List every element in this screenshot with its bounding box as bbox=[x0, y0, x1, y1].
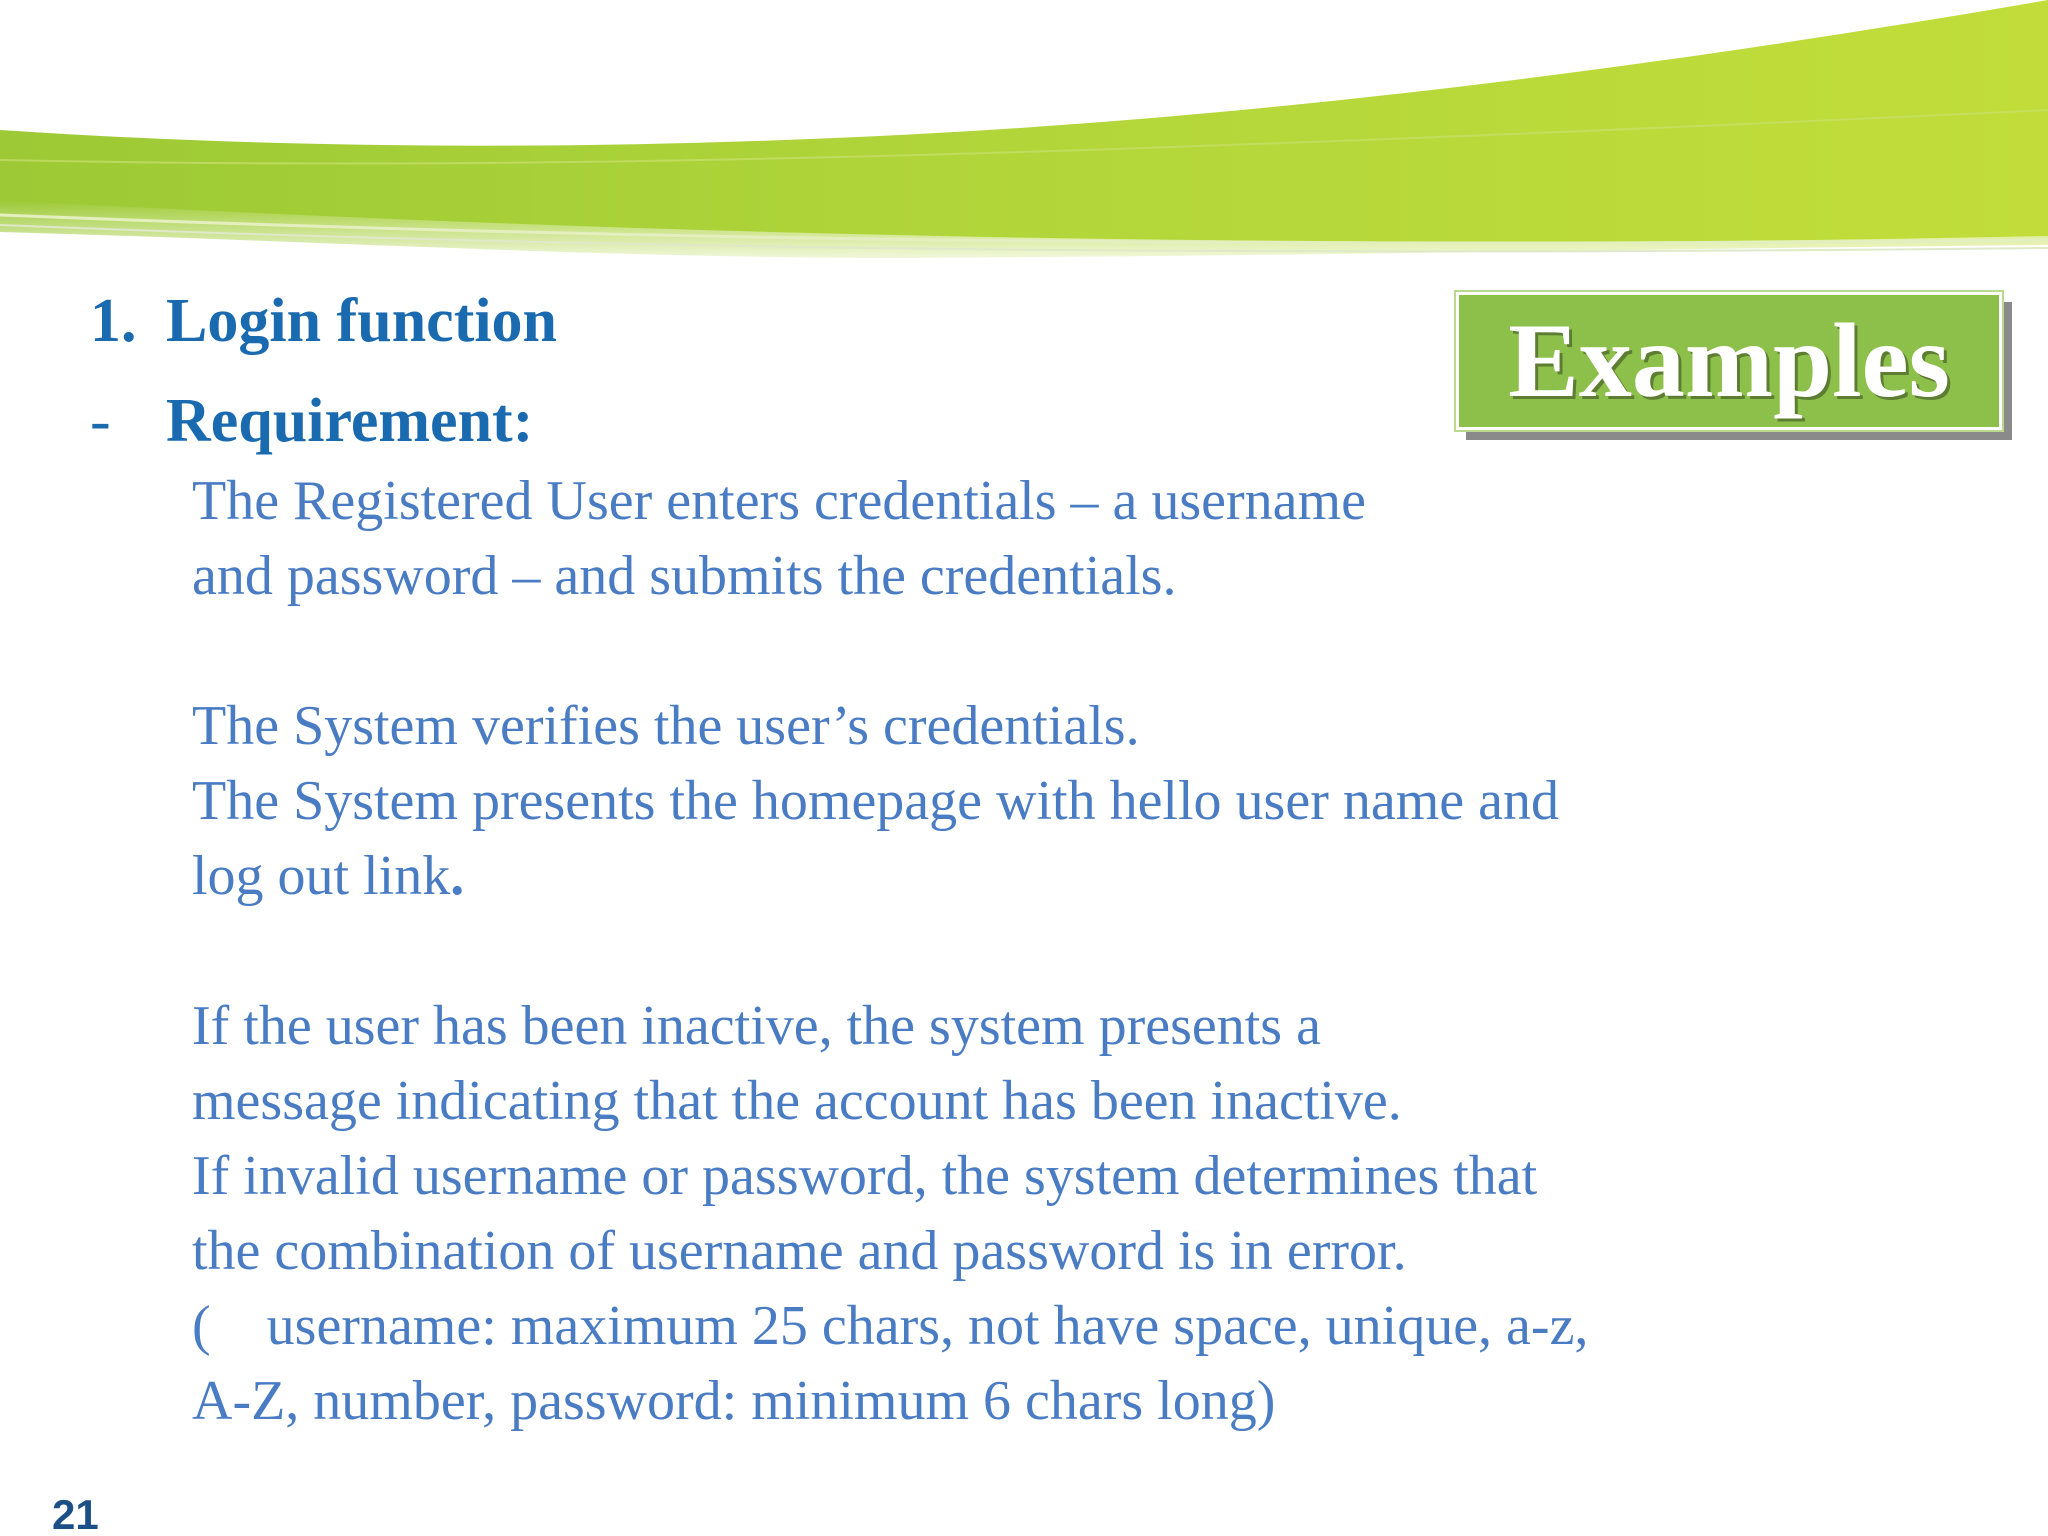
subheading bbox=[90, 387, 534, 455]
body-line: the combination of username and password is in error. bbox=[192, 1220, 1407, 1282]
body-line: The Registered User enters credentials – a username bbox=[192, 470, 1366, 532]
header-swoosh-banner bbox=[0, 0, 2048, 280]
paragraph-gap bbox=[192, 614, 1812, 689]
examples-badge bbox=[1456, 292, 2002, 430]
body-line-period: . bbox=[450, 845, 465, 907]
body-line bbox=[192, 839, 1812, 914]
section-heading bbox=[90, 287, 558, 355]
body-line: A-Z, number, password: minimum 6 chars long) bbox=[192, 1370, 1276, 1432]
subheading-marker: - bbox=[90, 387, 111, 455]
body-line: If the user has been inactive, the system presents a bbox=[192, 995, 1321, 1057]
page-number: 21 bbox=[52, 1491, 99, 1536]
body-line: and password – and submits the credentials. bbox=[192, 545, 1177, 607]
body-line: If invalid username or password, the system determines that bbox=[192, 1145, 1538, 1207]
paragraph-gap bbox=[192, 914, 1812, 989]
heading-text: Login function bbox=[166, 287, 558, 355]
requirement-body bbox=[192, 464, 1812, 1439]
examples-badge-label: Examples bbox=[1508, 302, 1950, 419]
body-line-text: log out link bbox=[192, 845, 451, 907]
subheading-text: Requirement: bbox=[166, 387, 534, 455]
body-line: The System verifies the user’s credentials. bbox=[192, 695, 1140, 757]
heading-number: 1. bbox=[90, 287, 137, 355]
body-line: message indicating that the account has been inactive. bbox=[192, 1070, 1402, 1132]
body-line: ( username: maximum 25 chars, not have space, unique, a-z, bbox=[192, 1295, 1589, 1357]
body-line: The System presents the homepage with hello user name and bbox=[192, 770, 1559, 832]
